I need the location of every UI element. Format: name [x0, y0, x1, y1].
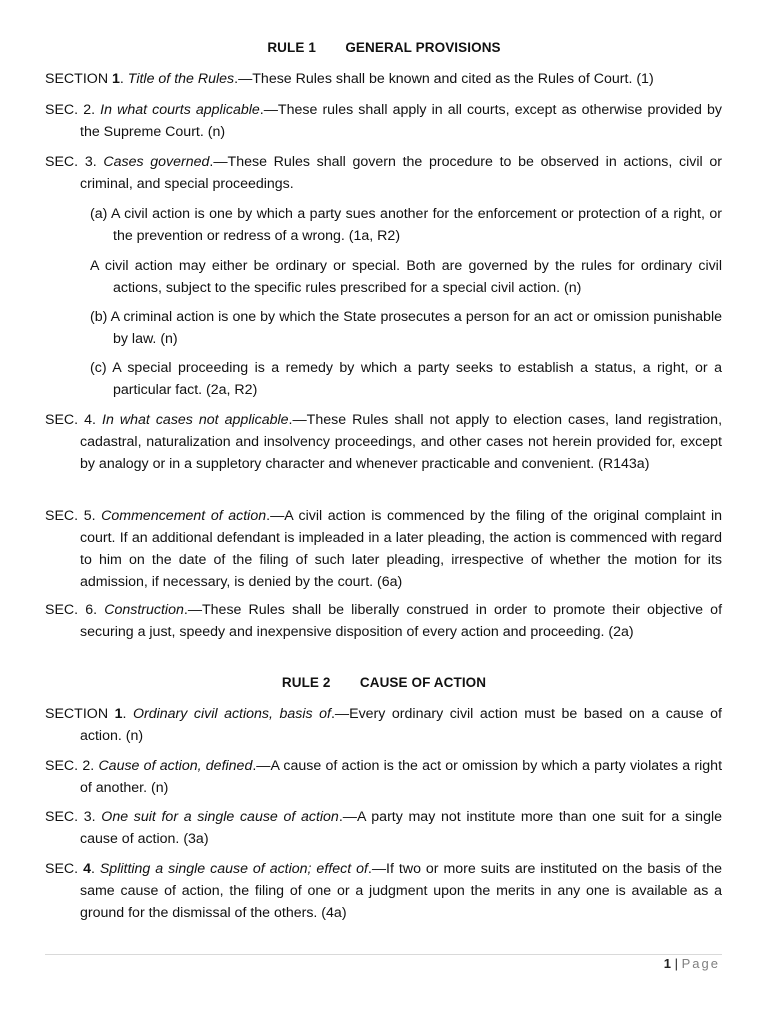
rule-2-title: CAUSE OF ACTION	[359, 675, 487, 690]
rule-2-number: RULE 2	[281, 675, 331, 690]
rule-1-section-3: SEC. 3. Cases governed.—These Rules shall govern the procedure to be observed in actions, civil or criminal, and special proceedings.	[45, 154, 722, 192]
rule-2-section-2: SEC. 2. Cause of action, defined.—A cause of action is the act or omission by which a party violates a right of another. (n)	[45, 758, 723, 796]
rule-1-title: GENERAL PROVISIONS	[345, 40, 501, 55]
rule-2-section-1: SECTION 1. Ordinary civil actions, basis of.—Every ordinary civil action must be based on a cause of action. (n)	[45, 706, 722, 744]
rule-2-section-4: SEC. 4. Splitting a single cause of action; effect of.—If two or more suits are instituted on the basis of the same cause of action, the filing of one or a judgment upon the merits in any one is available as a ground for the dismissal of the others. (4a)	[45, 861, 722, 921]
rule-1-section-5: SEC. 5. Commencement of action.—A civil action is commenced by the filing of the original complaint in court. If an additional defendant is impleaded in a later pleading, the action is commenced with regard to him on the date of the filing of such later pleading, irrespective of whether the motion for its admission, if necessary, is denied by the court. (6a)	[45, 508, 723, 590]
footer-divider	[45, 954, 722, 955]
rule-1-section-2: SEC. 2. In what courts applicable.—These rules shall apply in all courts, except as otherwise provided by the Supreme Court. (n)	[45, 102, 722, 140]
rule-2-section-3: SEC. 3. One suit for a single cause of action.—A party may not institute more than one suit for a single cause of action. (3a)	[45, 809, 722, 847]
rule-1-section-1: SECTION 1. Title of the Rules.—These Rules shall be known and cited as the Rules of Court. (1)	[45, 71, 654, 87]
rule-1-heading	[0, 40, 768, 55]
rule-1-section-4: SEC. 4. In what cases not applicable.—These Rules shall not apply to election cases, land registration, cadastral, naturalization and insolvency proceedings, and other cases not herein provided for, except by analogy or in a suppletory character and whenever practicable and convenient. (R143a)	[45, 412, 723, 472]
subparagraph-civil-action-note: A civil action may either be ordinary or special. Both are governed by the rules for ordinary civil actions, subject to the specific rules prescribed for a special civil action. (n)	[90, 258, 722, 296]
footer-page-word: Page	[681, 956, 720, 971]
page-footer	[664, 956, 720, 971]
rule-1-section-6: SEC. 6. Construction.—These Rules shall be liberally construed in order to promote their objective of securing a just, speedy and inexpensive disposition of every action and proceeding. (2a)	[45, 602, 723, 640]
subparagraph-b: (b) A criminal action is one by which the State prosecutes a person for an act or omission punishable by law. (n)	[90, 309, 722, 347]
rule-2-heading	[0, 675, 768, 690]
page-number: 1	[663, 956, 671, 971]
rule-1-number: RULE 1	[267, 40, 316, 55]
subparagraph-c: (c) A special proceeding is a remedy by which a party seeks to establish a status, a right, or a particular fact. (2a, R2)	[90, 360, 722, 398]
subparagraph-a: (a) A civil action is one by which a party sues another for the enforcement or protection of a right, or the prevention or redress of a wrong. (1a, R2)	[90, 206, 722, 244]
footer-separator: |	[674, 956, 678, 971]
